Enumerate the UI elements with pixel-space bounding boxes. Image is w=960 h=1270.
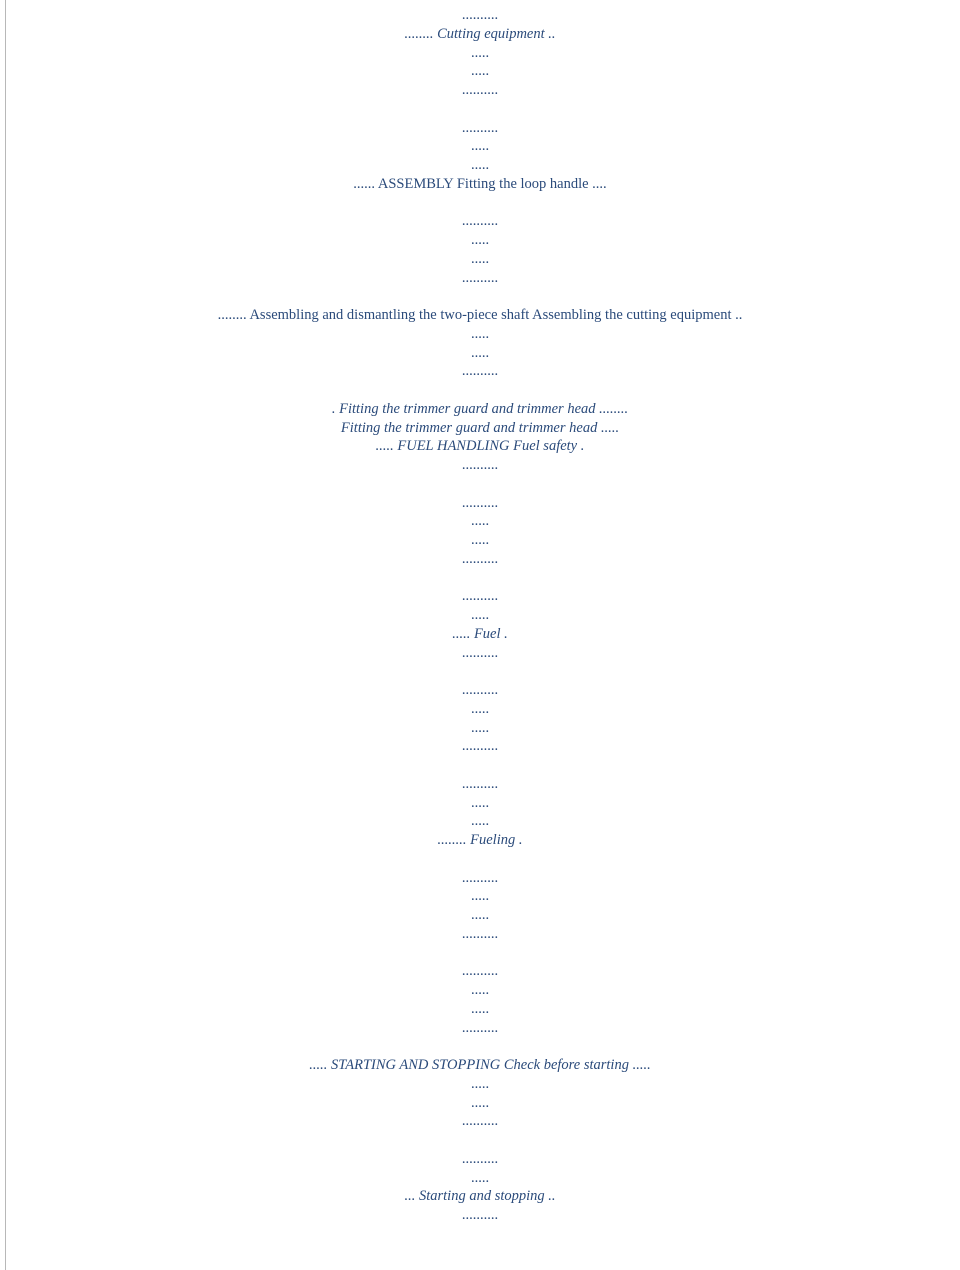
toc-line: ..... <box>470 607 490 623</box>
toc-line: .......... <box>461 588 499 605</box>
toc-line: ... Starting and stopping .. <box>404 1188 556 1205</box>
toc-line: ..... <box>470 250 490 267</box>
toc-line: .......... <box>461 550 499 567</box>
toc-line: .......... <box>461 738 499 755</box>
toc-line: ..... STARTING AND STOPPING Check before starting ..... <box>309 1057 651 1073</box>
toc-line: .......... <box>461 82 499 98</box>
toc-line: ..... <box>470 138 490 155</box>
toc-line: ..... <box>470 232 490 248</box>
toc-line: .......... <box>461 1019 499 1036</box>
toc-line: ..... <box>470 700 490 717</box>
toc-line: .......... <box>461 682 499 698</box>
toc-line: .......... <box>461 869 499 886</box>
toc-line: .......... <box>461 457 499 473</box>
toc-line: ........ Assembling and dismantling the two-piece shaft Assembling the cutting equipment .. <box>217 307 743 323</box>
toc-line: ..... <box>470 1000 490 1017</box>
toc-line: ..... <box>470 888 490 905</box>
toc-line: ..... <box>470 794 490 811</box>
toc-line: .......... <box>461 775 499 792</box>
toc-line: ..... <box>470 1094 490 1111</box>
toc-line: .......... <box>461 644 499 661</box>
toc-line: ..... Fuel . <box>452 625 508 642</box>
toc-line: ..... <box>470 813 490 830</box>
toc-line: ..... <box>470 907 490 923</box>
toc-line: ...... ASSEMBLY Fitting the loop handle .... <box>353 175 607 192</box>
toc-line: ..... <box>470 325 490 342</box>
toc-line: ..... <box>470 63 490 80</box>
toc-line: ..... <box>470 982 490 998</box>
toc-line: .......... <box>461 119 499 136</box>
toc-line: .......... <box>461 1113 499 1130</box>
toc-line: .......... <box>461 925 499 942</box>
toc-line: ..... <box>470 1169 490 1186</box>
toc-line: .......... <box>461 363 499 380</box>
toc-line: ..... <box>470 344 490 361</box>
toc-line: .......... <box>461 7 499 23</box>
toc-line: .......... <box>461 1207 499 1223</box>
toc-line: ..... FUEL HANDLING Fuel safety . <box>375 438 585 455</box>
toc-line: .......... <box>461 963 499 980</box>
toc-line: Fitting the trimmer guard and trimmer head ..... <box>340 419 620 436</box>
toc-line: ..... <box>470 532 490 548</box>
toc-line: ........ Fueling . <box>437 832 523 848</box>
toc-line: ..... <box>470 719 490 736</box>
toc-line: ..... <box>470 513 490 530</box>
toc-line: ..... <box>470 1075 490 1092</box>
toc-line: .......... <box>461 269 499 286</box>
toc-line: ........ Cutting equipment .. <box>404 25 556 42</box>
toc-line: .......... <box>461 1150 499 1167</box>
toc-line: ..... <box>470 157 490 173</box>
toc-line: ..... <box>470 44 490 61</box>
toc-line: .......... <box>461 213 499 230</box>
toc-line: . Fitting the trimmer guard and trimmer head ........ <box>331 400 629 417</box>
toc-line: .......... <box>461 494 499 511</box>
